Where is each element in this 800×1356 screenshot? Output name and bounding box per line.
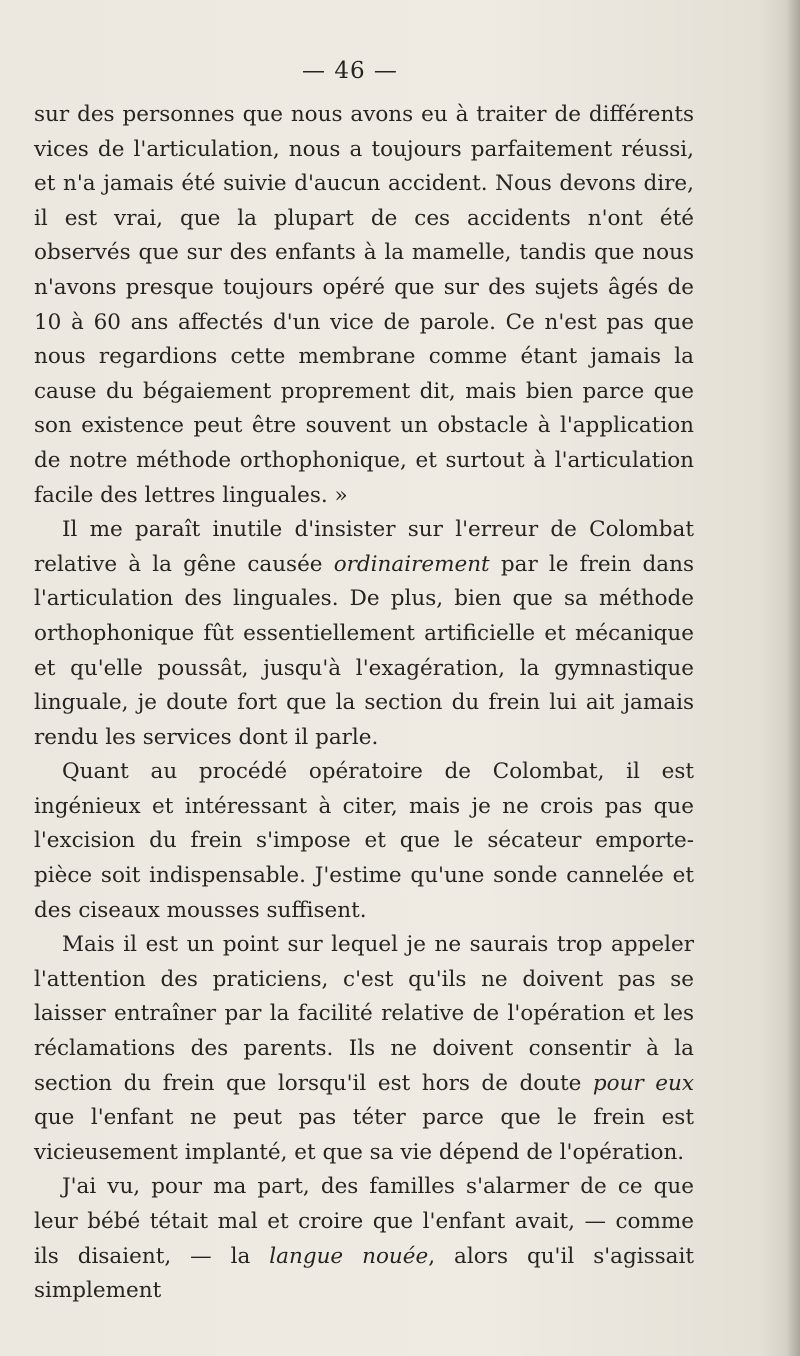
body-text bbox=[34, 98, 694, 1309]
text-run: Il me paraît inutile d'insister sur l'erreur de Colombat relative à la gêne causée bbox=[34, 517, 694, 577]
paragraph-families-alarm bbox=[34, 1170, 694, 1308]
text-run: par le frein dans l'articulation des linguales. De plus, bien que sa méthode orthophonique fût essentiellement artificielle et mécanique et qu'elle poussât, jusqu'à l'exagération, la gymnastique linguale, je doute fort que la section du frein lui ait jamais rendu les services dont il parle. bbox=[34, 551, 694, 750]
text-run: que l'enfant ne peut pas téter parce que le frein est vicieusement implanté, et que sa vie dépend de l'opération. bbox=[34, 1105, 694, 1165]
paragraph-warning-practitioners bbox=[34, 928, 694, 1170]
page-number: — 46 — bbox=[302, 58, 398, 84]
paragraph-colombat-error bbox=[34, 513, 694, 755]
text-run: Mais il est un point sur lequel je ne saurais trop appeler l'attention des praticiens, c'est qu'ils ne doivent pas se laisser entraîner par la facilité relative de l'opération et les réclamations des parents. Ils ne doivent consentir à la section du frein que lorsqu'il est hors de doute bbox=[34, 932, 694, 1096]
text-run: sur des personnes que nous avons eu à traiter de différents vices de l'articulation, nous a toujours parfaitement réussi, et n'a jamais été suivie d'aucun accident. Nous devons dire, il est vrai, que la plupart de ces accidents n'ont été observés que sur des enfants à la mamelle, tandis que nous n'avons presque toujours opéré que sur des sujets âgés de 10 à 60 ans affectés d'un vice de parole. Ce n'est pas que nous regardions cette membrane comme étant jamais la cause du bégaiement proprement dit, mais bien parce que son existence peut être souvent un obstacle à l'application de notre méthode orthophonique, et surtout à l'articulation facile des lettres linguales. » bbox=[34, 102, 694, 508]
text-run: , alors qu'il s'agissait simplement bbox=[34, 1243, 694, 1304]
italic-text: langue nouée bbox=[269, 1243, 429, 1269]
page-edge-shadow bbox=[786, 0, 800, 1356]
text-run: Quant au procédé opératoire de Colombat, il est ingénieux et intéressant à citer, mais je ne crois pas que l'excision du frein s'impose et que le sécateur emporte-pièce soit indispensable. J'estime qu'une sonde cannelée et des ciseaux mousses suffisent. bbox=[34, 759, 694, 923]
text-run: J'ai vu, pour ma part, des familles s'alarmer de ce que leur bébé tétait mal et croire que l'enfant avait, — comme ils disaient, — la bbox=[34, 1174, 694, 1269]
italic-text: ordinairement bbox=[333, 551, 490, 577]
paragraph-operative-procedure bbox=[34, 755, 694, 928]
italic-text: pour eux bbox=[592, 1070, 694, 1096]
paragraph-continued bbox=[34, 98, 694, 513]
